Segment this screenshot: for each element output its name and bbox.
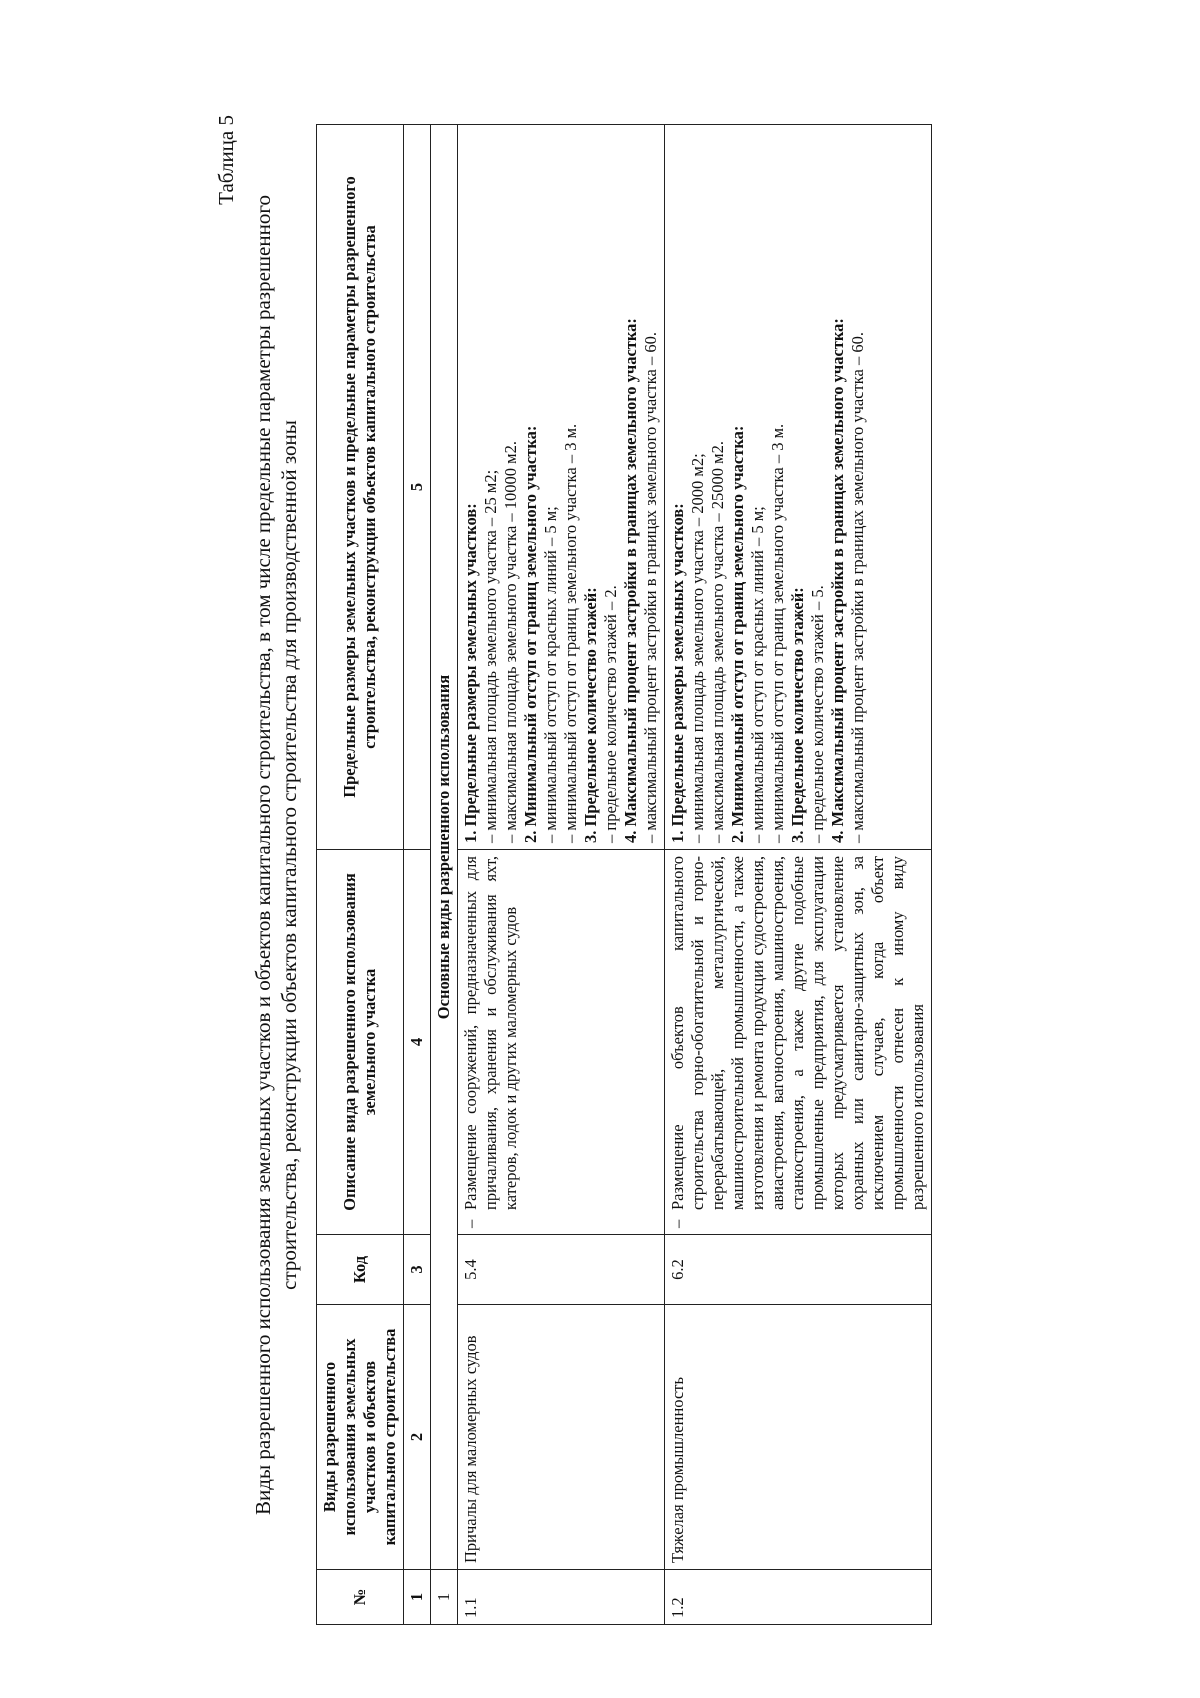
row-number: 1.2 [665, 1570, 932, 1625]
param-heading: 2. Минимальный отступ от границ земельного участка: [521, 425, 540, 843]
column-number: 5 [404, 125, 431, 850]
row-kind: Причалы для маломерных судов [458, 1305, 665, 1570]
param-heading: 3. Предельное количество этажей: [788, 587, 807, 843]
header-kind: Виды разрешенного использования земельных участков и объектов капитального строительства [317, 1305, 404, 1570]
column-number: 3 [404, 1235, 431, 1305]
section-number: 1 [431, 1570, 458, 1625]
param-line: – минимальный отступ от границ земельного участка – 3 м. [561, 423, 580, 843]
param-heading: 1. Предельные размеры земельных участков: [668, 503, 687, 843]
row-description: Размещение объектов капитального строительства горно-обогатительной и горно-перерабатывающей, металлургической, машиностроительной промышленности, а также изготовления и ремонта продукции судостроения, авиастроения, вагоностроения, машиностроения, станкостроения, а также другие подобные промышленные предприятия, для эксплуатации которых предусматривается установление охранных или санитарно-защитных зон, за исключением случаев, когда объект промышленности отнесен к иному виду разрешенного использования [668, 856, 927, 1210]
section-label: Основные виды разрешенного использования [431, 125, 458, 1570]
column-number: 1 [404, 1570, 431, 1625]
param-line: – предельное количество этажей – 5. [808, 585, 827, 843]
description-dash: – [461, 1219, 480, 1228]
header-code: Код [317, 1235, 404, 1305]
table-row [458, 125, 665, 1625]
param-heading: 3. Предельное количество этажей: [581, 587, 600, 843]
param-line: – минимальная площадь земельного участка – 25 м2; [481, 469, 500, 843]
param-line: – максимальный процент застройки в границах земельного участка – 60. [641, 332, 660, 843]
rotated-page [200, 85, 1200, 1625]
param-heading: 4. Максимальный процент застройки в границах земельного участка: [828, 318, 847, 843]
row-kind: Тяжелая промышленность [665, 1305, 932, 1570]
section-row [431, 125, 458, 1625]
table-row [665, 125, 932, 1625]
row-description: Размещение сооружений, предназначенных для причаливания, хранения и обслуживания яхт, катеров, лодок и других маломерных судов [461, 856, 520, 1210]
param-line: – минимальный отступ от красных линий – 5 м; [541, 506, 560, 843]
param-heading: 1. Предельные размеры земельных участков: [461, 503, 480, 843]
column-numbers-row [404, 125, 431, 1625]
row-params-cell [458, 125, 665, 850]
row-description-cell [458, 850, 665, 1235]
param-line: – максимальный процент застройки в границах земельного участка – 60. [848, 332, 867, 843]
param-line: – минимальный отступ от границ земельного участка – 3 м. [768, 423, 787, 843]
header-description: Описание вида разрешенного использования земельного участка [317, 850, 404, 1235]
header-num: № [317, 1570, 404, 1625]
header-params: Предельные размеры земельных участков и предельные параметры разрешенного строительства, реконструкции объектов капитального строительства [317, 125, 404, 850]
param-line: – минимальный отступ от красных линий – 5 м; [748, 506, 767, 843]
zoning-table [316, 124, 932, 1625]
row-code: 5.4 [458, 1235, 665, 1305]
table-number: Таблица 5 [214, 115, 238, 205]
table-header-row [317, 125, 404, 1625]
param-heading: 2. Минимальный отступ от границ земельного участка: [728, 425, 747, 843]
param-heading: 4. Максимальный процент застройки в границах земельного участка: [621, 318, 640, 843]
row-number: 1.1 [458, 1570, 665, 1625]
column-number: 2 [404, 1305, 431, 1570]
param-line: – предельное количество этажей – 2. [601, 585, 620, 843]
param-line: – максимальная площадь земельного участка – 10000 м2. [501, 441, 520, 843]
param-line: – максимальная площадь земельного участка – 25000 м2. [708, 441, 727, 843]
param-line: – минимальная площадь земельного участка – 2000 м2; [688, 453, 707, 843]
row-params-cell [665, 125, 932, 850]
row-description-cell [665, 850, 932, 1235]
column-number: 4 [404, 850, 431, 1235]
row-code: 6.2 [665, 1235, 932, 1305]
page-title: Виды разрешенного использования земельных участков и объектов капитального строительства, в том числе предельные параметры разрешенного строительства, реконструкции объектов капитального строительства для производственной зоны [251, 195, 301, 1515]
description-dash: – [668, 1219, 687, 1228]
